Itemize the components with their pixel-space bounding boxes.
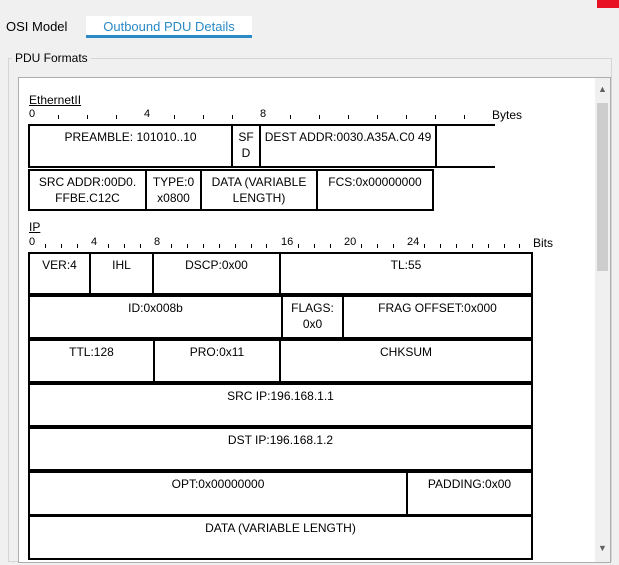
ruler-tick: [348, 115, 349, 119]
ruler-tick: [519, 244, 520, 248]
ruler-tick: [464, 115, 465, 119]
ip-padding-field: PADDING:0x00: [406, 471, 533, 516]
ruler-tick: [87, 115, 88, 119]
ruler-tick: [116, 115, 117, 119]
ruler-label: 8: [260, 108, 267, 120]
ip-identification-field: ID:0x008b: [28, 295, 283, 339]
ruler-tick: [251, 244, 252, 248]
ethernet-dest-continuation: [435, 124, 495, 168]
ruler-tick: [314, 244, 315, 248]
ruler-tick: [174, 115, 175, 119]
ip-version-field: VER:4: [28, 252, 91, 295]
ruler-tick: [377, 115, 378, 119]
ip-options-field: OPT:0x00000000: [28, 471, 408, 516]
ruler-tick: [171, 244, 172, 248]
ip-data-field: DATA (VARIABLE LENGTH): [28, 515, 533, 560]
ruler-tick: [504, 244, 505, 248]
ruler-tick: [45, 244, 46, 248]
ruler-tick: [377, 244, 378, 248]
ruler-tick: [440, 244, 441, 248]
ruler-tick: [61, 244, 62, 248]
ethernet-fcs-field: FCS:0x00000000: [316, 169, 434, 211]
ruler-label: 20: [344, 236, 357, 248]
ethernet-section-title: EthernetII: [29, 93, 82, 107]
ethernet-type-field: TYPE:0 x0800: [145, 169, 202, 211]
scrollbar-thumb[interactable]: [597, 103, 608, 271]
ruler-tick: [435, 115, 436, 119]
ruler-tick: [77, 244, 78, 248]
ip-section-title: IP: [29, 220, 41, 234]
ruler-tick: [330, 244, 331, 248]
ruler-tick: [298, 244, 299, 248]
ruler-tick: [219, 244, 220, 248]
close-button[interactable]: [597, 0, 619, 8]
ruler-tick: [488, 244, 489, 248]
ruler-tick: [361, 244, 362, 248]
ruler-label: 24: [407, 236, 420, 248]
pdu-formats-title: PDU Formats: [12, 51, 91, 65]
ip-destination-address-field: DST IP:196.168.1.2: [28, 427, 533, 471]
active-tab-indicator: [86, 35, 252, 38]
ruler-label: 4: [144, 108, 151, 120]
ruler-tick: [266, 244, 267, 248]
ruler-tick: [232, 115, 233, 119]
ruler-unit-bits: Bits: [533, 236, 554, 250]
ruler-tick: [424, 244, 425, 248]
ruler-tick: [58, 115, 59, 119]
ruler-tick: [456, 244, 457, 248]
ip-ihl-field: IHL: [89, 252, 154, 295]
ruler-tick: [203, 115, 204, 119]
scroll-down-icon[interactable]: ▼: [598, 543, 607, 553]
ruler-tick: [472, 244, 473, 248]
ruler-label: 8: [154, 236, 161, 248]
ethernet-preamble-field: PREAMBLE: 101010..10: [28, 124, 233, 168]
ruler-tick: [319, 115, 320, 119]
tab-outbound-pdu-details[interactable]: Outbound PDU Details: [86, 16, 252, 38]
ruler-tick: [393, 244, 394, 248]
ip-dscp-field: DSCP:0x00: [152, 252, 281, 295]
ip-protocol-field: PRO:0x11: [153, 339, 281, 383]
ruler-label: 4: [91, 236, 98, 248]
vertical-scrollbar[interactable]: [595, 78, 610, 562]
ip-ttl-field: TTL:128: [28, 339, 155, 383]
pdu-formats-panel: [18, 77, 611, 563]
ip-frag-offset-field: FRAG OFFSET:0x000: [342, 295, 533, 339]
ruler-tick: [290, 115, 291, 119]
ruler-tick: [108, 244, 109, 248]
ethernet-src-addr-field: SRC ADDR:00D0. FFBE.C12C: [28, 169, 147, 211]
ip-checksum-field: CHKSUM: [279, 339, 533, 383]
ip-flags-field: FLAGS: 0x0: [281, 295, 344, 339]
ruler-tick: [203, 244, 204, 248]
ethernet-sfd-field: SF D: [231, 124, 261, 168]
ethernet-data-field: DATA (VARIABLE LENGTH): [200, 169, 318, 211]
ruler-tick: [235, 244, 236, 248]
ruler-label: 16: [281, 236, 294, 248]
ethernet-dest-addr-field: DEST ADDR:0030.A35A.C0 49: [259, 124, 437, 168]
ruler-tick: [187, 244, 188, 248]
ruler-tick: [406, 115, 407, 119]
scroll-up-icon[interactable]: ▲: [598, 84, 607, 94]
ruler-tick: [140, 244, 141, 248]
tab-bar: [0, 0, 619, 40]
ruler-unit-bytes: Bytes: [492, 108, 523, 122]
ruler-label: 0: [29, 108, 36, 120]
ruler-tick: [124, 244, 125, 248]
ip-total-length-field: TL:55: [279, 252, 533, 295]
ruler-label: 0: [29, 236, 36, 248]
tab-osi-model[interactable]: OSI Model: [6, 19, 68, 34]
ip-source-address-field: SRC IP:196.168.1.1: [28, 383, 533, 427]
